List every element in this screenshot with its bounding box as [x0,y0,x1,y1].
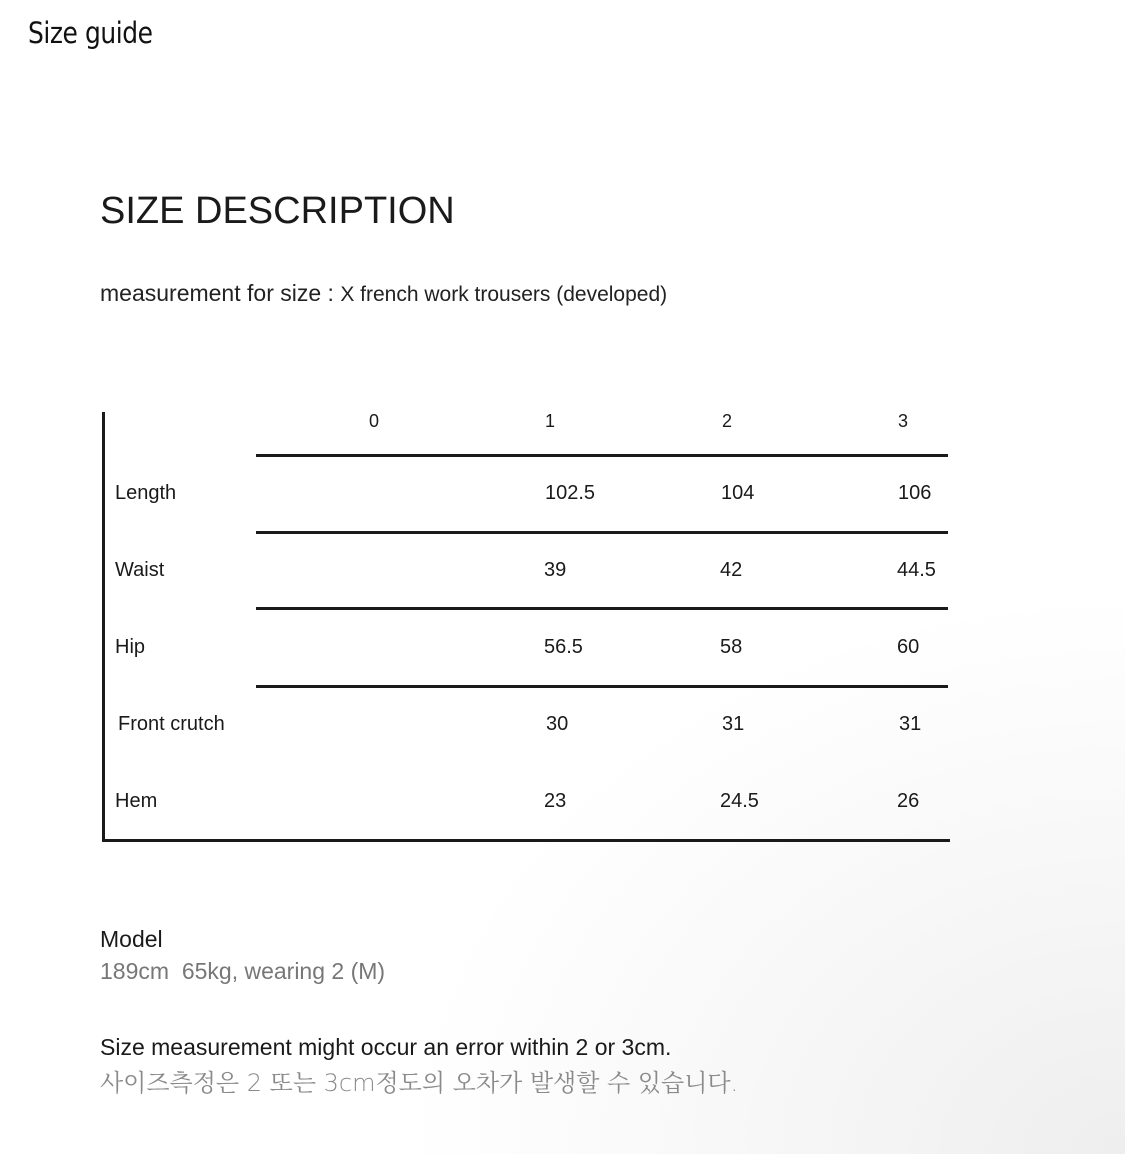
table-divider [256,454,948,457]
table-divider [256,685,948,688]
model-info: 189cm 65kg, wearing 2 (M) [100,958,386,984]
row-label-hem: Hem [115,790,158,812]
table-cell: 102.5 [545,482,596,504]
table-cell: 104 [721,482,755,504]
table-cell: 30 [546,713,569,735]
row-label-hip: Hip [115,636,146,658]
section-title: SIZE DESCRIPTION [100,190,455,232]
table-left-border [102,412,105,842]
table-divider [256,607,948,610]
table-cell: 106 [898,482,932,504]
model-title: Model [100,926,163,952]
table-cell: 31 [899,713,922,735]
table-cell: 44.5 [897,559,936,581]
table-divider [256,531,948,534]
column-header-3: 3 [898,411,909,431]
table-cell: 58 [720,636,743,658]
column-header-2: 2 [722,411,733,431]
column-header-0: 0 [369,411,380,431]
table-cell: 56.5 [544,636,583,658]
table-cell: 60 [897,636,920,658]
table-cell: 39 [544,559,567,581]
table-cell: 23 [544,790,567,812]
row-label-front-crutch: Front crutch [118,713,225,735]
table-bottom-border [102,839,950,842]
measurement-label: measurement for size : [100,280,334,306]
row-label-waist: Waist [115,559,165,581]
product-name: X french work trousers (developed) [340,283,668,306]
table-cell: 24.5 [720,790,759,812]
measurement-note-english: Size measurement might occur an error within 2 or 3cm. [100,1034,672,1060]
page-heading: Size guide [28,16,153,50]
table-cell: 42 [720,559,743,581]
measurement-note-korean: 사이즈측정은 2 또는 3cm정도의 오차가 발생할 수 있습니다. [100,1069,739,1097]
column-header-1: 1 [545,411,556,431]
table-cell: 26 [897,790,920,812]
row-label-length: Length [115,482,177,504]
table-cell: 31 [722,713,745,735]
